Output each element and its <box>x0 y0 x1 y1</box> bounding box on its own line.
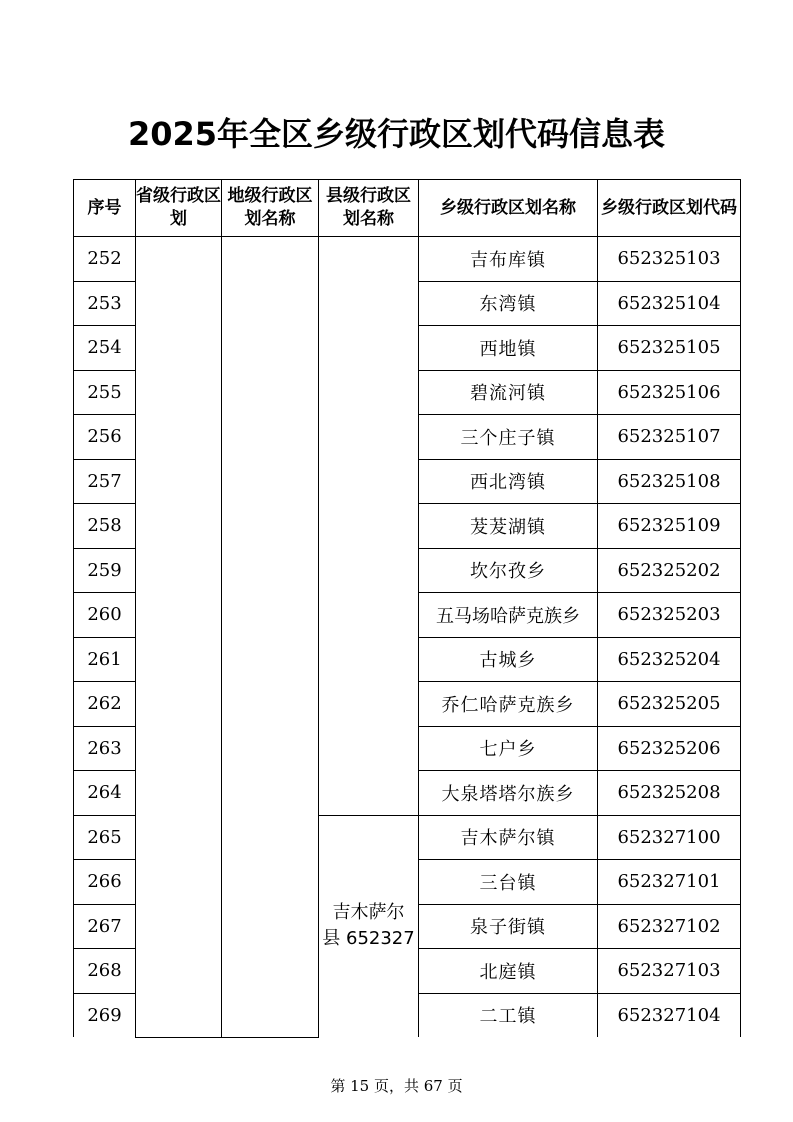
row-town-code: 652325202 <box>598 548 741 593</box>
header-county: 县级行政区划名称 <box>319 180 419 237</box>
row-seq: 262 <box>74 682 136 727</box>
row-town-code: 652325105 <box>598 326 741 371</box>
row-seq: 266 <box>74 860 136 905</box>
prefecture-cell <box>222 237 319 1038</box>
division-code-table <box>73 179 741 1038</box>
row-town-code: 652325106 <box>598 370 741 415</box>
table-row <box>74 237 741 282</box>
row-town-code: 652327102 <box>598 904 741 949</box>
row-seq: 260 <box>74 593 136 638</box>
row-town-name: 二工镇 <box>419 993 598 1037</box>
header-town-code: 乡级行政区划代码 <box>598 180 741 237</box>
row-town-name: 吉布库镇 <box>419 237 598 282</box>
row-town-code: 652325205 <box>598 682 741 727</box>
row-seq: 263 <box>74 726 136 771</box>
province-cell <box>136 237 222 1038</box>
row-town-name: 乔仁哈萨克族乡 <box>419 682 598 727</box>
row-town-name: 坎尔孜乡 <box>419 548 598 593</box>
row-seq: 265 <box>74 815 136 860</box>
row-town-code: 652327104 <box>598 993 741 1037</box>
header-town-name: 乡级行政区划名称 <box>419 180 598 237</box>
row-town-name: 泉子街镇 <box>419 904 598 949</box>
row-town-name: 古城乡 <box>419 637 598 682</box>
row-town-code: 652325208 <box>598 771 741 816</box>
row-town-code: 652325203 <box>598 593 741 638</box>
row-seq: 257 <box>74 459 136 504</box>
row-town-name: 吉木萨尔镇 <box>419 815 598 860</box>
header-seq: 序号 <box>74 180 136 237</box>
row-seq: 259 <box>74 548 136 593</box>
row-town-code: 652325108 <box>598 459 741 504</box>
header-prefecture: 地级行政区划名称 <box>222 180 319 237</box>
row-town-name: 三台镇 <box>419 860 598 905</box>
row-town-code: 652325103 <box>598 237 741 282</box>
row-seq: 255 <box>74 370 136 415</box>
row-town-code: 652327100 <box>598 815 741 860</box>
row-town-code: 652325107 <box>598 415 741 460</box>
row-town-code: 652325109 <box>598 504 741 549</box>
table-header-row <box>74 180 741 237</box>
row-town-name: 五马场哈萨克族乡 <box>419 593 598 638</box>
row-seq: 269 <box>74 993 136 1037</box>
row-town-name: 三个庄子镇 <box>419 415 598 460</box>
row-seq: 254 <box>74 326 136 371</box>
county-name: 吉木萨尔 <box>332 902 405 924</box>
row-town-name: 大泉塔塔尔族乡 <box>419 771 598 816</box>
row-town-code: 652325204 <box>598 637 741 682</box>
row-seq: 264 <box>74 771 136 816</box>
county-code: 县 652327 <box>322 928 415 950</box>
row-seq: 267 <box>74 904 136 949</box>
row-town-name: 碧流河镇 <box>419 370 598 415</box>
county-cell-prev <box>319 237 419 816</box>
row-seq: 261 <box>74 637 136 682</box>
row-town-name: 茇茇湖镇 <box>419 504 598 549</box>
row-seq: 256 <box>74 415 136 460</box>
row-town-name: 东湾镇 <box>419 281 598 326</box>
row-town-name: 西地镇 <box>419 326 598 371</box>
header-province: 省级行政区划 <box>136 180 222 237</box>
row-town-name: 七户乡 <box>419 726 598 771</box>
row-town-name: 西北湾镇 <box>419 459 598 504</box>
county-cell <box>319 815 419 1037</box>
row-seq: 252 <box>74 237 136 282</box>
row-seq: 253 <box>74 281 136 326</box>
row-town-code: 652325206 <box>598 726 741 771</box>
row-town-name: 北庭镇 <box>419 949 598 994</box>
page-title: 2025年全区乡级行政区划代码信息表 <box>127 115 666 153</box>
row-town-code: 652325104 <box>598 281 741 326</box>
page-footer: 第 15 页，共 67 页 <box>330 1077 463 1095</box>
row-seq: 268 <box>74 949 136 994</box>
row-town-code: 652327103 <box>598 949 741 994</box>
row-town-code: 652327101 <box>598 860 741 905</box>
row-seq: 258 <box>74 504 136 549</box>
